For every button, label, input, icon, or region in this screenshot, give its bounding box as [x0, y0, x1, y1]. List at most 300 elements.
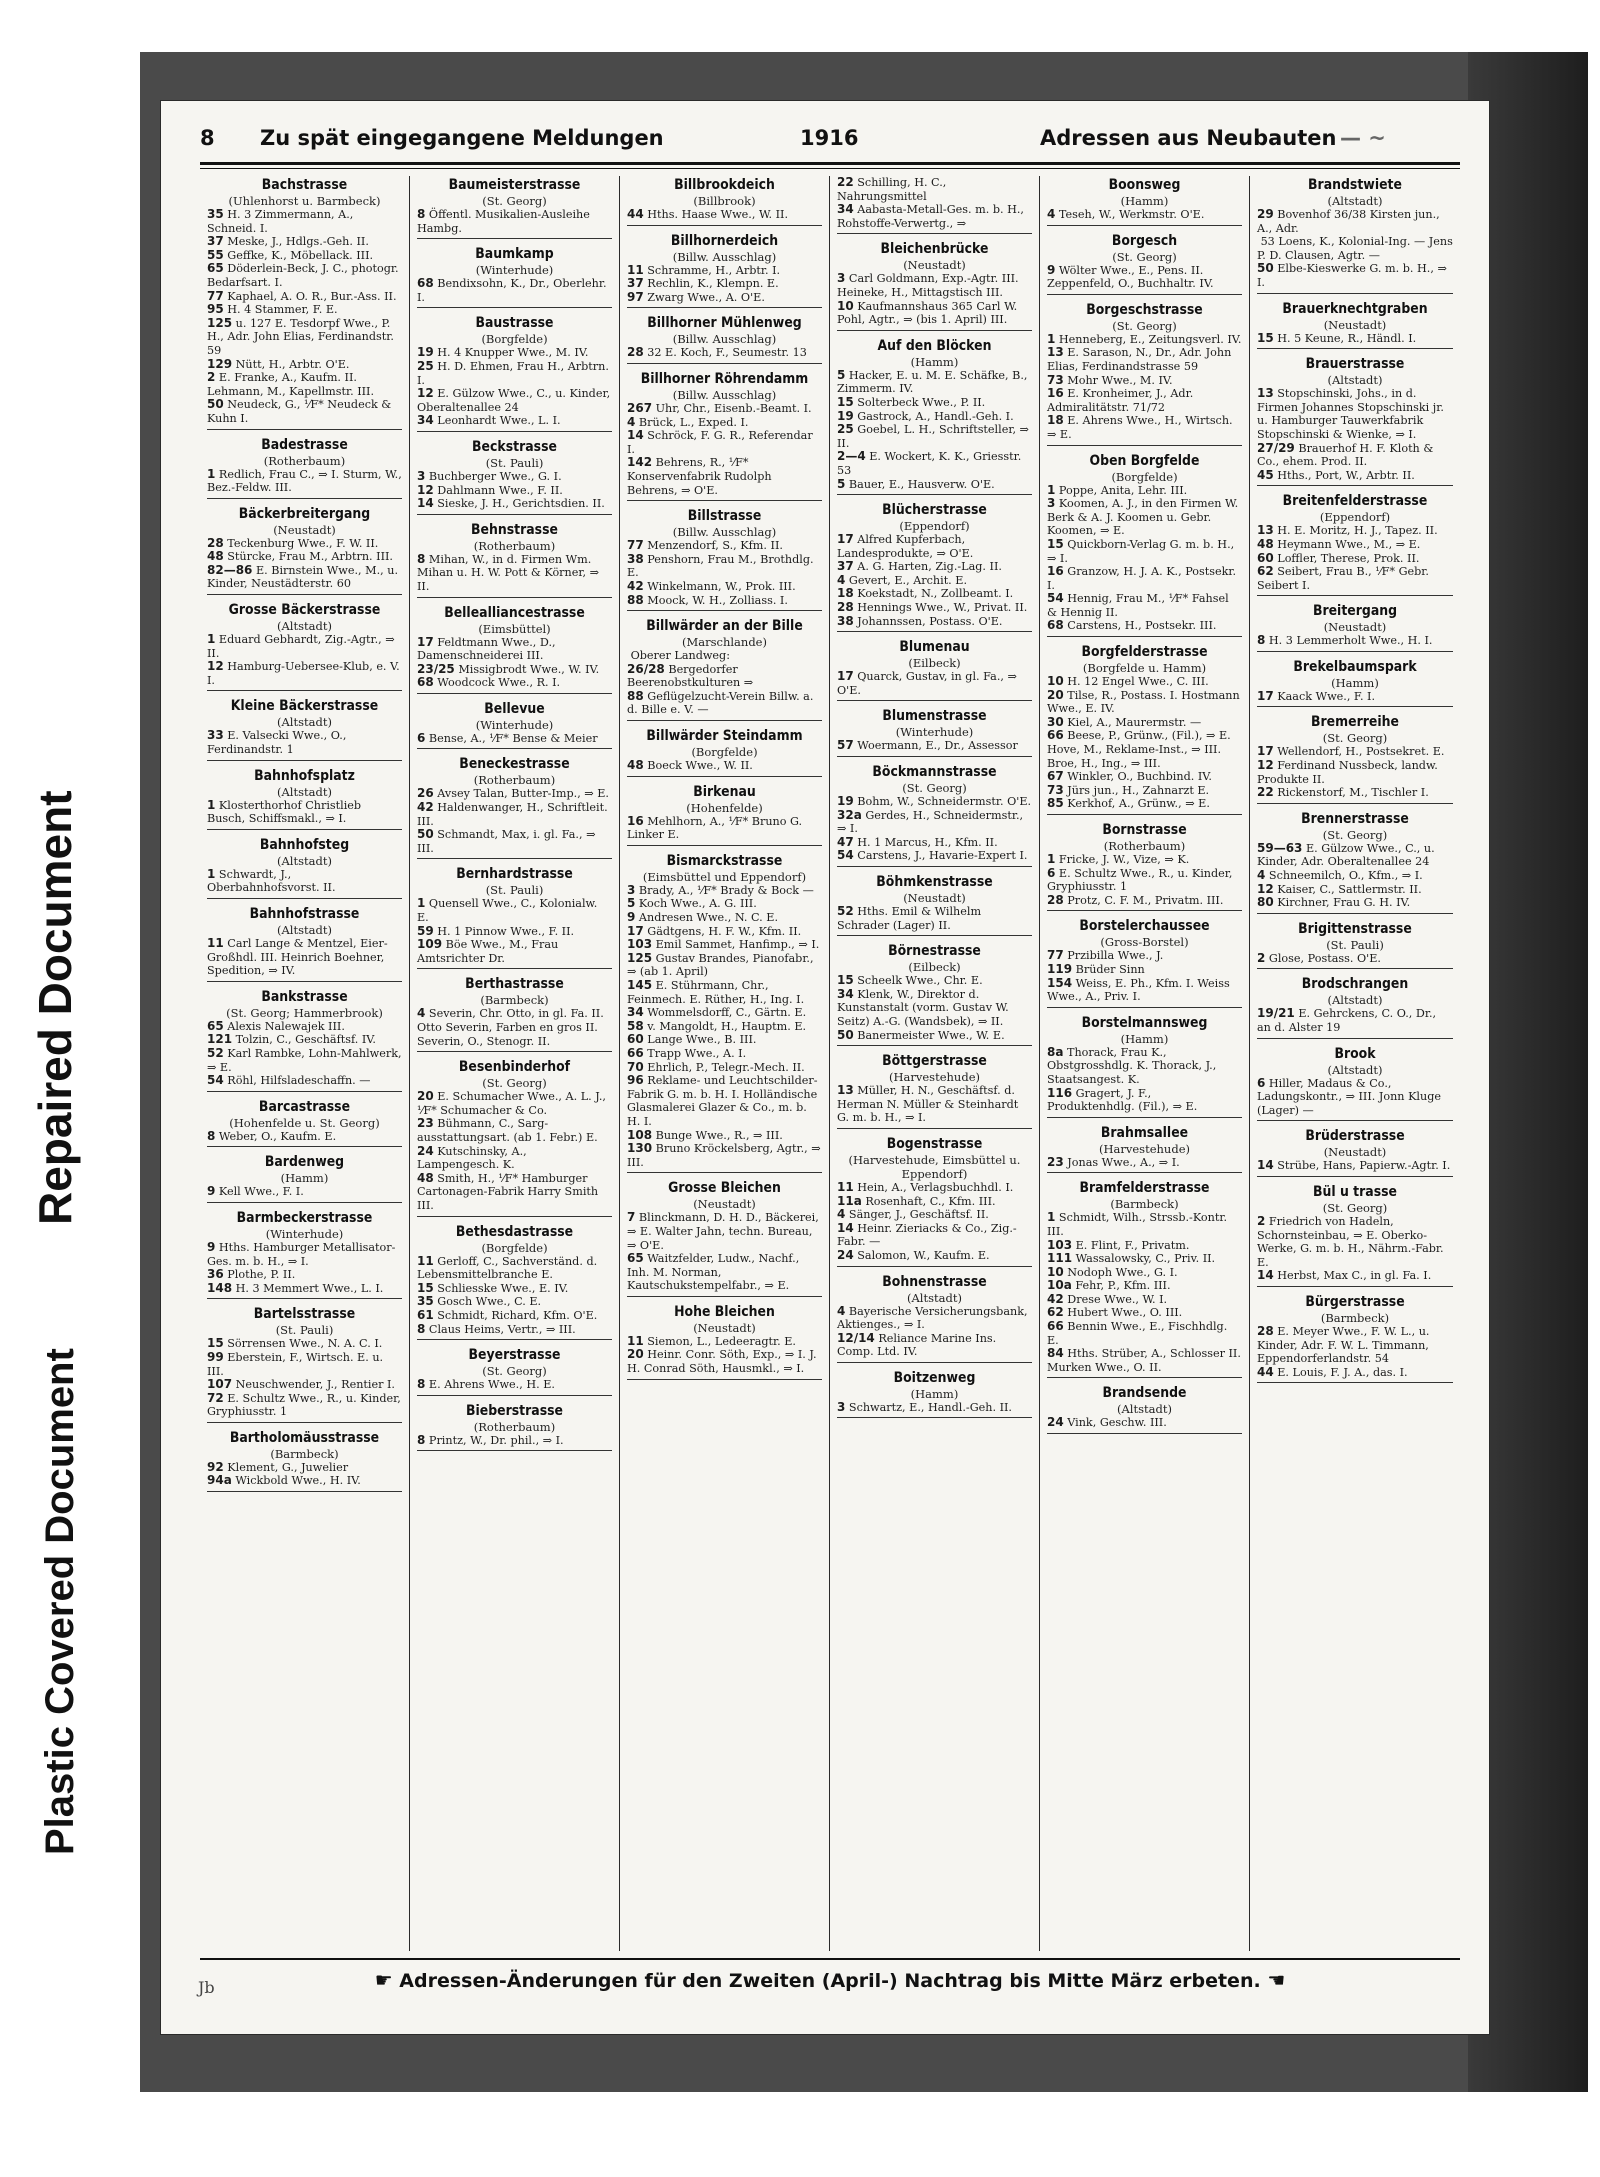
resident-text: Nütt, H., Arbtr. O'E.: [235, 357, 350, 371]
directory-column: [1250, 176, 1460, 1951]
street-district: (Barmbeck): [1320, 1310, 1390, 1325]
section-divider: [417, 968, 612, 969]
address-entry: [1257, 634, 1453, 648]
house-number: 60: [1257, 550, 1274, 565]
address-entry: [1257, 883, 1453, 897]
house-number: 11: [627, 262, 644, 277]
resident-text: Moock, W. H., Zolliass. I.: [647, 593, 788, 607]
street-district: (Harvestehude): [889, 1070, 980, 1085]
street-section: [207, 505, 402, 595]
resident-text: Waitzfelder, Ludw., Nachf., Inh. M. Norman, Kautschukstempelfabr., ⇒ E.: [627, 1252, 803, 1293]
street-section: [837, 638, 1032, 701]
street-section: [417, 176, 612, 239]
street-district: (Neustadt): [693, 1197, 756, 1212]
section-divider: [1257, 651, 1453, 652]
house-number: 1: [207, 632, 216, 647]
street-district: (Hohenfelde): [686, 800, 763, 815]
section-divider: [207, 829, 402, 830]
resident-text: Kerkhof, A., Grünw., ⇒ E.: [1067, 797, 1210, 811]
house-number: 42: [417, 800, 434, 815]
section-divider: [627, 500, 822, 501]
street-name: Blumenstrasse: [882, 708, 987, 725]
section-divider: [1047, 1433, 1242, 1434]
street-name: Brekelbaumspark: [1293, 658, 1417, 675]
house-number: 14: [837, 1220, 854, 1235]
street-section: [1257, 810, 1453, 914]
resident-text: Beese, P., Grünw., (Fil.), ⇒ E. Hove, M., Reklame-Inst., ⇒ III. Broe, H., Ing., ⇒ III.: [1047, 729, 1235, 770]
street-district: (Rotherbaum): [1103, 839, 1186, 853]
address-entry: [207, 1268, 402, 1282]
resident-text: Banermeister Wwe., W. E.: [857, 1028, 1005, 1042]
street-name: Billwärder an der Bille: [646, 618, 803, 635]
street-district: (Altstadt): [277, 715, 332, 730]
street-name: Bankstrasse: [261, 988, 348, 1005]
address-entry: [627, 1129, 822, 1143]
resident-text: Hths. Hamburger Metallisator-Ges. m. b. H., ⇒ I.: [207, 1240, 396, 1268]
street-district: (Hamm): [910, 1386, 959, 1401]
house-number: 99: [207, 1349, 224, 1364]
house-number: 16: [1047, 564, 1064, 579]
street-district: (Eilbeck): [908, 960, 961, 975]
house-number: 15: [1047, 536, 1064, 551]
street-name: Borstelmannsweg: [1081, 1014, 1208, 1031]
section-divider: [627, 610, 822, 611]
section-divider: [207, 1091, 402, 1092]
section-divider: [417, 1395, 612, 1396]
house-number: 9: [207, 1239, 216, 1254]
street-section: [417, 1058, 612, 1216]
street-district: (Neustadt): [1323, 620, 1387, 635]
address-entry: [837, 533, 1032, 560]
street-district: (Rotherbaum): [473, 538, 556, 553]
house-number: 1: [207, 466, 216, 481]
house-number: 34: [837, 986, 854, 1001]
address-entry: [417, 828, 612, 855]
house-number: 65: [207, 261, 224, 276]
address-entry: [1047, 1266, 1242, 1280]
section-divider: [1257, 293, 1453, 294]
section-divider: [1047, 1117, 1242, 1118]
street-section: [417, 975, 612, 1052]
address-entry: [207, 358, 402, 372]
street-name: Bethesdastrasse: [455, 1223, 574, 1240]
address-entry: [207, 1020, 402, 1034]
house-number: 45: [1257, 467, 1274, 482]
address-entry: [837, 795, 1032, 809]
house-number: 58: [627, 1018, 644, 1033]
street-district: (St. Georg): [1322, 731, 1388, 746]
address-entry: [627, 1335, 822, 1349]
street-district: (St. Georg): [1112, 318, 1177, 333]
address-entry: [837, 574, 1032, 588]
address-entry: [417, 636, 612, 663]
resident-text: Przibilla Wwe., J.: [1067, 949, 1164, 963]
house-number: 20: [627, 1347, 644, 1362]
resident-text: Hennig, Frau M., ⅟F* Fahsel & Hennig II.: [1047, 592, 1233, 619]
house-number: 72: [207, 1390, 224, 1405]
resident-text: Nodoph Wwe., G. I.: [1067, 1265, 1178, 1279]
street-section: [627, 370, 822, 501]
street-name: Bül u trasse: [1312, 1183, 1398, 1200]
street-section: [837, 501, 1032, 632]
resident-text: Salomon, W., Kaufm. E.: [857, 1248, 990, 1262]
address-entry: [837, 601, 1032, 615]
street-section: [417, 604, 612, 694]
street-district: (Rotherbaum): [473, 1419, 556, 1434]
address-entry: [837, 203, 1032, 230]
street-district: (Borgfelde): [481, 332, 548, 347]
street-section: [207, 436, 406, 499]
resident-text: Scheelk Wwe., Chr. E.: [857, 974, 983, 988]
street-district: (St. Georg): [482, 1076, 547, 1091]
section-divider: [207, 594, 402, 595]
address-entry: [417, 414, 612, 428]
resident-text: Tilse, R., Postass. I. Hostmann Wwe., E. IV.: [1047, 688, 1244, 716]
street-name: Boitzenweg: [893, 1369, 976, 1386]
footer-notice-text: Adressen-Änderungen für den Zweiten (April-) Nachtrag bis Mitte März erbeten.: [399, 1970, 1261, 1992]
street-section: [627, 176, 822, 226]
address-entry: [207, 537, 402, 551]
street-section: [1257, 176, 1457, 294]
house-number: 5: [837, 476, 846, 491]
resident-text: Wölter Wwe., E., Pens. II. Zeppenfeld, O., Buchhaltr. IV.: [1047, 263, 1214, 291]
house-number: 70: [627, 1059, 644, 1074]
house-number: 14: [1257, 1268, 1274, 1283]
house-number: 2—4: [837, 449, 866, 464]
house-number: 84: [1047, 1346, 1064, 1361]
street-name: Billhornerdeich: [670, 232, 779, 249]
resident-text: Bohm, W., Schneidermstr. O'E.: [857, 795, 1032, 809]
street-name: Brauerknechtgraben: [1282, 300, 1428, 317]
resident-text: Quarck, Gustav, in gl. Fa., ⇒ O'E.: [837, 670, 1021, 697]
resident-text: Siemon, L., Ledeeragtr. E.: [647, 1334, 796, 1348]
street-district: (Altstadt): [1117, 1402, 1172, 1417]
address-entry: [1257, 745, 1453, 759]
address-entry: [837, 1181, 1032, 1195]
street-section: [207, 176, 402, 430]
house-number: 48: [627, 758, 644, 773]
resident-text: Fricke, J. W., Vize, ⇒ K.: [1058, 853, 1190, 866]
resident-text: Kutschinsky, A., Lampengesch. K.: [417, 1144, 531, 1172]
page-header: [200, 122, 1460, 156]
resident-text: Reklame- und Leuchtschilder-Fabrik G. m. b. H. I. Holländische Glasmalerei Glazer & Co., m. b. H. I.: [627, 1074, 821, 1128]
house-number: 14: [1257, 1158, 1274, 1173]
address-entry: [1257, 759, 1453, 786]
resident-text: Klenk, W., Direktor d. Kunstanstalt (vorm. Gustav W. Seitz) A.-G. (Wandsbek), ⇒ II.: [837, 987, 1013, 1028]
section-divider: [1257, 595, 1453, 596]
resident-text: E. Birnstein Wwe., M., u. Kinder, Neustädterstr. 60: [207, 563, 402, 591]
street-name: Kleine Bäckerstrasse: [230, 698, 379, 715]
house-number: 17: [417, 634, 434, 649]
street-name: Bahnhofsteg: [259, 836, 350, 853]
address-entry: [207, 937, 402, 978]
section-divider: [837, 233, 1032, 234]
address-entry: [1257, 332, 1453, 346]
house-number: 1: [1047, 482, 1056, 497]
street-section: [1257, 713, 1453, 803]
street-section: [1047, 1014, 1242, 1118]
street-district: (Altstadt): [907, 1290, 962, 1305]
resident-text: Gerloff, C., Sachverständ. d. Lebensmittelbranche E.: [417, 1254, 601, 1282]
house-number: 23: [417, 1116, 434, 1131]
resident-text: Tolzin, C., Geschäftsf. IV.: [235, 1033, 376, 1047]
street-name: Grosse Bäckerstrasse: [228, 602, 381, 619]
house-number: 4: [417, 1006, 426, 1021]
street-section: [627, 617, 822, 721]
address-entry: [1257, 869, 1453, 883]
section-divider: [207, 981, 402, 982]
street-name: Bäckerbreitergang: [238, 505, 371, 522]
address-entry: [837, 1084, 1032, 1125]
address-entry: [207, 466, 406, 495]
street-name: Bellealliancestrasse: [444, 604, 585, 621]
house-number: 19: [417, 345, 434, 360]
street-section: [1047, 917, 1242, 1007]
address-entry: [1257, 524, 1453, 538]
street-name: Brook: [1334, 1045, 1376, 1062]
resident-text: Glose, Postass. O'E.: [1268, 951, 1381, 965]
address-entry: [207, 1378, 402, 1392]
address-entry: [627, 649, 822, 663]
street-name: Bartholomäusstrasse: [229, 1429, 380, 1446]
house-number: 59—63: [1257, 840, 1303, 855]
resident-text: Severin, Chr. Otto, in gl. Fa. II. Otto Severin, Farben en gros II. Severin, O., Stenogr. II.: [417, 1007, 608, 1048]
house-number: 44: [1257, 1364, 1274, 1379]
resident-text: Gastrock, A., Handl.-Geh. I.: [857, 409, 1014, 423]
resident-text: H. 4 Stammer, F. E.: [227, 303, 338, 317]
street-name: Borgesch: [1111, 232, 1178, 249]
address-entry: [837, 560, 1032, 574]
resident-text: Hein, A., Verlagsbuchhdl. I.: [857, 1180, 1014, 1194]
address-entry: [1047, 1279, 1242, 1293]
house-number: 10: [1047, 1264, 1064, 1279]
section-divider: [1257, 1120, 1453, 1121]
resident-text: Schmidt, Richard, Kfm. O'E.: [437, 1308, 598, 1322]
address-entry: [837, 587, 1032, 601]
street-section: [1047, 643, 1242, 815]
house-number: 27/29: [1257, 440, 1295, 455]
pointing-hand-right-icon: ☚: [1267, 1968, 1286, 1992]
address-entry: [207, 1033, 402, 1047]
address-entry: [1047, 1416, 1242, 1430]
house-number: 18: [1047, 413, 1064, 428]
section-divider: [837, 494, 1032, 495]
resident-text: Neuschwender, J., Rentier I.: [235, 1378, 395, 1392]
resident-text: H. 3 Zimmermann, A., Schneid. I.: [207, 208, 357, 235]
resident-text: Claus Heims, Vertr., ⇒ III.: [428, 1322, 576, 1336]
house-number: 12: [1257, 881, 1274, 896]
resident-text: Reliance Marine Ins. Comp. Ltd. IV.: [837, 1331, 1000, 1359]
section-divider: [207, 1491, 402, 1492]
address-entry: [837, 1305, 1032, 1332]
resident-text: Alexis Nalewajek III.: [227, 1019, 345, 1033]
street-district: (St. Pauli): [275, 1323, 334, 1338]
street-section: [207, 1153, 402, 1203]
house-number: 1: [1047, 1210, 1056, 1225]
house-number: 37: [837, 559, 854, 574]
address-entry: [207, 799, 402, 826]
street-section: [1047, 821, 1242, 911]
address-entry: [1047, 208, 1242, 222]
address-entry: [1047, 497, 1242, 538]
section-divider: [1047, 445, 1242, 446]
address-entry: [417, 497, 612, 511]
house-number: 125: [207, 315, 233, 330]
address-entry: [417, 387, 612, 414]
street-section: [627, 783, 822, 846]
address-entry: [627, 594, 822, 608]
section-divider: [1047, 225, 1242, 226]
address-entry: [207, 398, 402, 425]
address-entry: [837, 1222, 1032, 1249]
header-left-title: Zu spät eingegangene Meldungen: [260, 126, 664, 150]
street-name: Billstrasse: [687, 508, 762, 525]
street-section: [207, 836, 402, 899]
house-number: 65: [627, 1251, 644, 1266]
address-entry: [417, 1378, 612, 1392]
address-entry: [207, 1185, 402, 1199]
street-district: (Barmbeck): [480, 993, 549, 1008]
address-entry: [1047, 1211, 1242, 1238]
address-entry: [1257, 842, 1453, 869]
address-entry: [417, 470, 612, 484]
resident-text: Kaack Wwe., F. I.: [1277, 689, 1376, 703]
house-number: 10a: [1047, 1278, 1072, 1293]
house-number: 17: [837, 669, 854, 684]
street-section: [417, 245, 612, 308]
address-entry: [207, 660, 402, 687]
street-district: (Hamm): [1120, 1031, 1169, 1046]
house-number: 8: [207, 1128, 216, 1143]
house-number: 42: [1047, 1291, 1064, 1306]
street-name: Billbrookdeich: [674, 177, 775, 193]
street-name: Behnstrasse: [471, 521, 558, 538]
address-entry: [417, 1434, 612, 1448]
address-entry: [627, 1006, 822, 1020]
address-entry: [1257, 1366, 1453, 1380]
street-name: Borgeschstrasse: [1086, 301, 1203, 318]
house-number: 11: [837, 1179, 854, 1194]
address-entry: [207, 262, 402, 289]
address-entry: [627, 925, 822, 939]
street-section: [417, 1402, 612, 1452]
house-number: 67: [1047, 769, 1064, 784]
address-entry: [837, 1208, 1032, 1222]
address-entry: [417, 1282, 612, 1296]
address-entry: [417, 1309, 612, 1323]
address-entry: [1047, 387, 1242, 414]
header-mark: — ~: [1340, 126, 1386, 150]
street-name: Brandstwiete: [1308, 177, 1402, 193]
address-entry: [1257, 1325, 1453, 1366]
resident-text: Brüder Sinn: [1075, 962, 1145, 976]
resident-text: Johannssen, Postass. O'E.: [857, 614, 1003, 628]
house-number: 2: [1257, 950, 1266, 965]
resident-text: Menzendorf, S., Kfm. II.: [647, 539, 783, 553]
section-divider: [417, 748, 612, 749]
street-district: (Altstadt): [1327, 1062, 1383, 1077]
resident-text: Hacker, E. u. M. E. Schäfke, B., Zimmerm. IV.: [837, 368, 1032, 396]
house-number: 62: [1257, 564, 1274, 579]
house-number: 52: [837, 904, 854, 918]
section-divider: [1257, 485, 1453, 486]
address-entry: [1047, 963, 1242, 977]
address-entry: [417, 732, 612, 746]
resident-text: Schwardt, J., Oberbahnhofsvorst. II.: [207, 867, 336, 895]
house-number: 82—86: [207, 562, 253, 577]
address-entry: [417, 1117, 612, 1144]
house-number: 4: [837, 1303, 846, 1318]
street-name: Bahnhofsplatz: [254, 767, 355, 784]
resident-text: Wommelsdorff, C., Gärtn. E.: [647, 1006, 807, 1020]
street-district: (Gross-Borstel): [1100, 935, 1189, 950]
street-section: [837, 1273, 1032, 1363]
street-district: (Eimsbüttel und Eppendorf): [642, 869, 807, 884]
resident-text: Schmandt, Max, i. gl. Fa., ⇒ III.: [417, 828, 600, 855]
address-entry: [1047, 1346, 1245, 1374]
house-number: 17: [627, 923, 644, 938]
street-name: Bohnenstrasse: [882, 1273, 987, 1290]
address-entry: [837, 450, 1032, 477]
street-district: (Altstadt): [277, 853, 332, 868]
house-number: 14: [417, 496, 434, 511]
resident-text: Smith, H., ⅟F* Hamburger Cartonagen-Fabrik Harry Smith III.: [417, 1171, 602, 1212]
resident-text: Geffke, K., Möbellack. III.: [227, 248, 374, 262]
resident-text: Wassalowsky, C., Priv. II.: [1075, 1252, 1216, 1266]
resident-text: Wickbold Wwe., H. IV.: [235, 1474, 361, 1488]
address-entry: [1257, 690, 1453, 704]
street-name: Bellevue: [484, 700, 545, 717]
address-entry: [837, 423, 1032, 450]
address-entry: [1257, 387, 1453, 441]
address-entry: [417, 1172, 612, 1213]
address-entry: [207, 550, 402, 564]
section-divider: [627, 720, 822, 721]
street-section: [1257, 1293, 1453, 1383]
address-entry: [627, 429, 822, 456]
resident-text: Eduard Gebhardt, Zig.-Agtr., ⇒ II.: [207, 633, 399, 660]
address-entry: [207, 249, 402, 263]
section-divider: [207, 429, 402, 430]
street-name: Brandsende: [1102, 1385, 1187, 1402]
resident-text: Bühmann, C., Sarg-ausstattungsart. (ab 1. Febr.) E.: [417, 1117, 598, 1144]
resident-text: Vink, Geschw. III.: [1067, 1416, 1167, 1430]
address-entry: [1257, 1269, 1453, 1283]
address-entry: [837, 272, 1032, 299]
section-divider: [1047, 910, 1242, 911]
address-entry: [627, 690, 822, 717]
street-name: Beneckestrasse: [459, 756, 570, 773]
resident-text: Avsey Talan, Butter-Imp., ⇒ E.: [437, 787, 609, 801]
street-section: [837, 337, 1032, 495]
resident-text: Carstens, H., Postsekr. III.: [1067, 619, 1217, 633]
address-entry: [1047, 1156, 1242, 1170]
street-section: [627, 1179, 822, 1297]
resident-text: Woermann, E., Dr., Assessor: [857, 739, 1018, 753]
resident-text: Bendixsohn, K., Dr., Oberlehr. I.: [417, 277, 611, 304]
house-number: 109: [417, 937, 443, 952]
resident-text: H. 3 Memmert Wwe., L. I.: [235, 1281, 384, 1295]
section-divider: [1257, 1038, 1453, 1039]
street-name: Böckmannstrasse: [872, 764, 997, 781]
house-number: 9: [627, 910, 636, 925]
address-entry: [627, 264, 822, 278]
address-entry: [1047, 716, 1242, 730]
address-entry: [207, 1074, 402, 1088]
house-number: 1: [1047, 331, 1056, 346]
street-district: (Billw. Ausschlag): [672, 525, 777, 540]
street-section: [837, 1369, 1032, 1419]
